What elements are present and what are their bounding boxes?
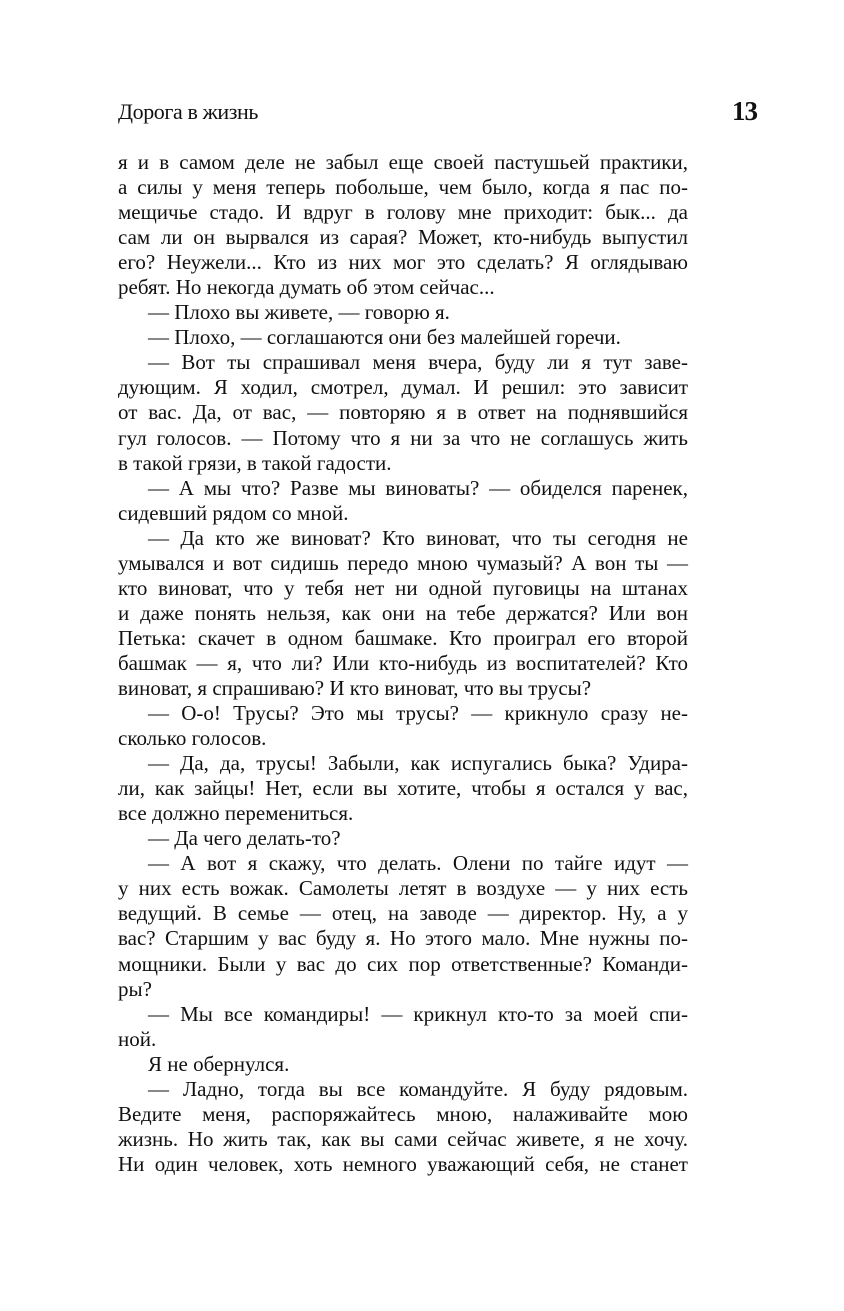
text-line: гул голосов. — Потому что я ни за что не соглашусь жить — [118, 425, 688, 450]
text-line: — Плохо вы живете, — говорю я. — [148, 300, 450, 325]
body-text — [118, 150, 688, 1177]
text-line: ребят. Но некогда думать об этом сейчас... — [118, 275, 495, 300]
text-line: я и в самом деле не забыл еще своей пастушьей практики, — [118, 150, 688, 174]
text-line: — Плохо, — соглашаются они без малейшей горечи. — [148, 325, 621, 350]
text-line: — Ладно, тогда вы все командуйте. Я буду рядовым. — [148, 1076, 688, 1101]
text-line: — А вот я скажу, что делать. Олени по тайге идут — — [148, 851, 688, 876]
text-line: ли, как зайцы! Нет, если вы хотите, чтобы я остался у вас, — [118, 776, 688, 801]
text-line: Ведите меня, распоряжайтесь мною, налаживайте мою — [118, 1101, 688, 1126]
text-line: — Вот ты спрашивал меня вчера, буду ли я тут заве- — [148, 350, 688, 375]
text-line: виноват, я спрашиваю? И кто виноват, что вы трусы? — [118, 675, 592, 700]
text-line: Петька: скачет в одном башмаке. Кто проиграл его второй — [118, 625, 688, 650]
text-line: Я не обернулся. — [148, 1051, 290, 1076]
text-line: все должно перемениться. — [118, 801, 354, 826]
text-line: жизнь. Но жить так, как вы сами сейчас живете, я не хочу. — [118, 1126, 688, 1151]
text-line: мещичье стадо. И вдруг в голову мне приходит: бык... да — [118, 200, 688, 225]
text-line: его? Неужели... Кто из них мог это сделать? Я оглядываю — [118, 250, 688, 275]
text-line: — А мы что? Разве мы виноваты? — обиделся паренек, — [148, 475, 688, 500]
text-line: — Мы все командиры! — крикнул кто-то за моей спи- — [148, 1001, 688, 1026]
text-line: Ни один человек, хоть немного уважающий себя, не станет — [118, 1151, 688, 1176]
text-line: дующим. Я ходил, смотрел, думал. И решил: это зависит — [118, 375, 688, 400]
text-line: в такой грязи, в такой гадости. — [118, 450, 392, 475]
running-title: Дорога в жизнь — [118, 99, 259, 124]
text-line: а силы у меня теперь побольше, чем было, когда я пас по- — [118, 175, 688, 200]
text-line: ры? — [118, 976, 152, 1001]
text-line: умывался и вот сидишь передо мною чумазый? А вон ты — — [118, 550, 688, 575]
text-line: вас? Старшим у вас буду я. Но этого мало. Мне нужны по- — [118, 926, 688, 951]
text-line: ведущий. В семье — отец, на заводе — директор. Ну, а у — [118, 901, 688, 926]
text-line: — Да кто же виноват? Кто виноват, что ты сегодня не — [148, 525, 688, 550]
text-line: башмак — я, что ли? Или кто-нибудь из воспитателей? Кто — [118, 650, 688, 675]
text-line: и даже понять нельзя, как они на тебе держатся? Или вон — [118, 600, 688, 625]
text-line: у них есть вожак. Самолеты летят в воздухе — у них есть — [118, 876, 688, 901]
page-number: 13 — [732, 96, 757, 126]
text-line: от вас. Да, от вас, — повторяю я в ответ на поднявшийся — [118, 400, 688, 425]
text-line: кто виноват, что у тебя нет ни одной пуговицы на штанах — [118, 575, 688, 600]
text-line: сидевший рядом со мной. — [118, 500, 349, 525]
text-line: сколько голосов. — [118, 726, 267, 751]
text-line: ной. — [118, 1026, 157, 1051]
text-line: мощники. Были у вас до сих пор ответственные? Команди- — [118, 951, 688, 976]
text-line: — Да, да, трусы! Забыли, как испугались быка? Удира- — [148, 751, 688, 776]
text-line: сам ли он вырвался из сарая? Может, кто-нибудь выпустил — [118, 225, 688, 250]
text-line: — О-о! Трусы? Это мы трусы? — крикнуло сразу не- — [148, 701, 688, 726]
text-line: — Да чего делать-то? — [148, 826, 341, 851]
